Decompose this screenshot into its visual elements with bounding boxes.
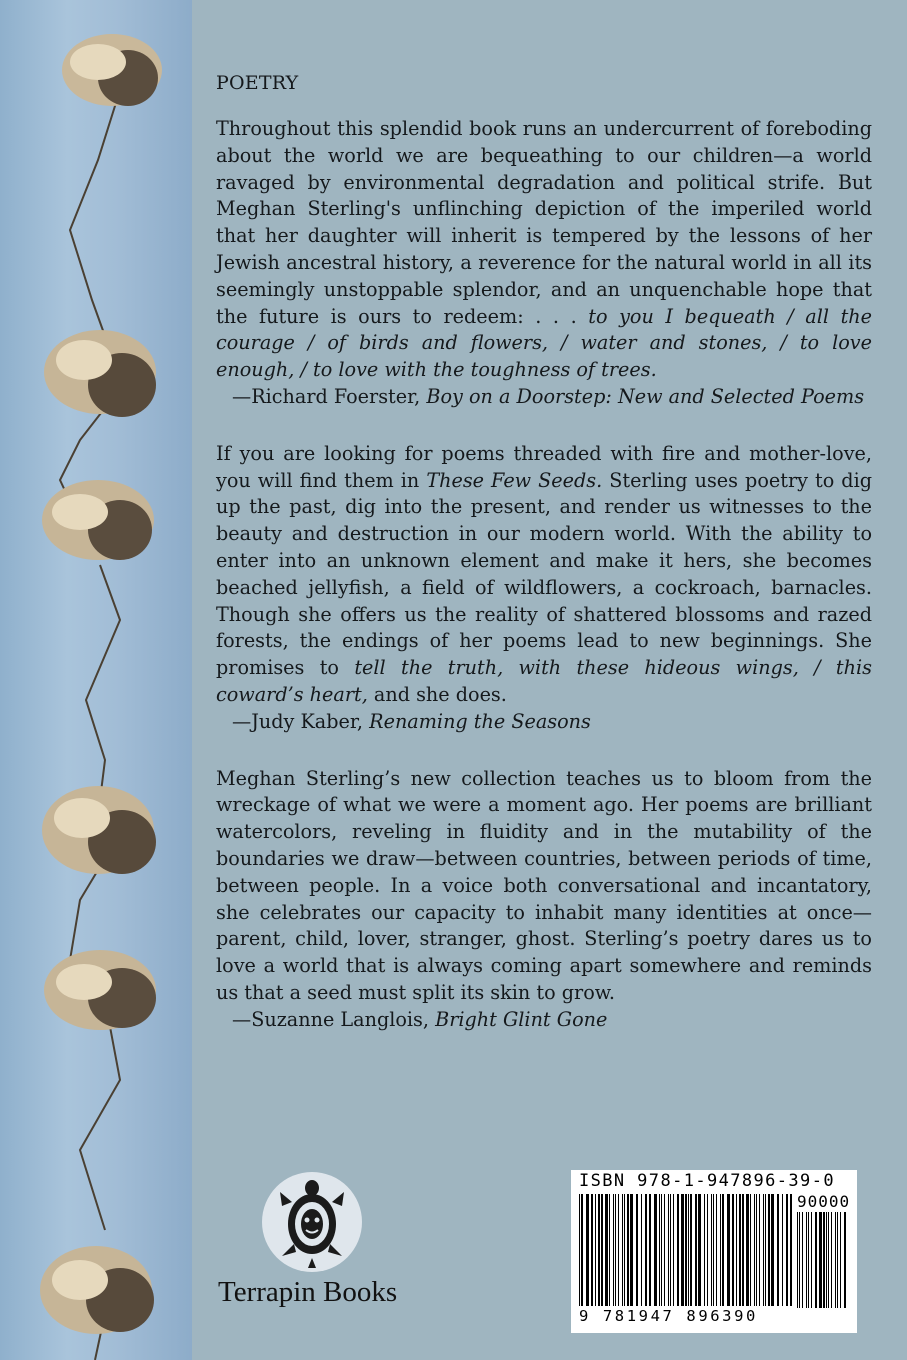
barcode-bar	[835, 1212, 836, 1308]
barcode-bar	[659, 1194, 660, 1306]
publisher-logo	[262, 1172, 362, 1272]
barcode-bar	[615, 1194, 616, 1306]
barcode-bar	[618, 1194, 619, 1306]
barcode-bar	[799, 1212, 800, 1308]
barcode-bar	[720, 1194, 721, 1306]
barcode-bar	[823, 1212, 825, 1308]
barcode-bar	[828, 1212, 829, 1308]
barcode-bar	[595, 1194, 596, 1306]
barcode-bar	[690, 1194, 692, 1306]
barcode-bar	[844, 1212, 846, 1308]
barcode-bar	[685, 1194, 687, 1306]
barcode-bar	[579, 1194, 580, 1306]
category-label: POETRY	[216, 72, 299, 94]
barcode-bar	[765, 1194, 766, 1306]
barcode-bar	[586, 1194, 589, 1306]
barcode-bar	[601, 1194, 603, 1306]
barcode-bar	[622, 1194, 623, 1306]
barcode-bar	[664, 1194, 665, 1306]
barcode-bar	[649, 1194, 651, 1306]
ean-digits: 9 781947 896390	[579, 1307, 758, 1325]
barcode-bar	[713, 1194, 714, 1306]
barcode-bar	[826, 1212, 827, 1308]
barcode-bar	[670, 1194, 671, 1306]
barcode-bar	[711, 1194, 712, 1306]
barcode-bar	[742, 1194, 744, 1306]
blurb-foerster: Throughout this splendid book runs an undercurrent of foreboding about the world we are bequeathing to our children—a world ravaged by environmental degradation and political strife. But Meghan Sterling's unflinching depiction of the imperiled world that her daughter will inherit is tempered by the lessons of her Jewish ancestral history, a reverence for the natural world in all its seemingly unstoppable splendor, and an unquenchable hope that the future is ours to redeem: . . . to you I bequeath / all the courage / of birds and flowers, / water and stones, / to love enough, / to love with the toughness of trees.	[216, 117, 872, 382]
barcode-bar	[668, 1194, 669, 1306]
barcode-bar	[797, 1212, 798, 1308]
back-cover-text	[216, 72, 872, 1064]
decorative-seed-strip	[0, 0, 192, 1360]
barcode-bar	[750, 1194, 751, 1306]
barcode-bar	[630, 1194, 633, 1306]
barcode-bar	[636, 1194, 638, 1306]
barcode-bar	[591, 1194, 593, 1306]
barcode-bar	[704, 1194, 705, 1306]
barcode-bar	[840, 1212, 841, 1308]
barcode-bar	[698, 1194, 701, 1306]
barcode-bar	[661, 1194, 662, 1306]
barcode-bar	[641, 1194, 642, 1306]
barcode-bar	[808, 1212, 809, 1308]
barcode-bar	[654, 1194, 657, 1306]
barcode-bar	[605, 1194, 608, 1306]
seed-pods-illustration	[0, 0, 192, 1360]
barcode-bar	[688, 1194, 689, 1306]
barcode-bar	[677, 1194, 679, 1306]
isbn-barcode	[571, 1170, 857, 1333]
barcode-bar	[831, 1212, 832, 1308]
barcode-bar	[768, 1194, 770, 1306]
barcode-bar	[707, 1194, 708, 1306]
barcode-bar	[763, 1194, 764, 1306]
barcode-bar	[716, 1194, 717, 1306]
barcode-bar	[819, 1212, 822, 1308]
barcode-bar	[695, 1194, 697, 1306]
barcode-bar	[790, 1194, 792, 1306]
barcode-bar	[739, 1194, 741, 1306]
blurb-langlois: Meghan Sterling’s new collection teaches us to bloom from the wreckage of what we were a moment ago. Her poems are brilliant watercolors, reveling in fluidity and in the mutability of the boundaries we draw—between countries, between periods of time, between people. In a voice both conversational and incantatory, she celebrates our capacity to inhabit many identities at once—parent, child, lover, stranger, ghost. Sterling’s poetry dares us to love a world that is always coming apart somewhere and reminds us that a seed must split its skin to grow.	[216, 766, 872, 1004]
blurb-kaber: If you are looking for poems threaded with fire and mother-love, you will find them in These Few Seeds. Sterling uses poetry to dig up the past, dig into the present, and render us witnesses to the beauty and destruction in our modern world. With the ability to enter into an unknown element and make it hers, she becomes beached jellyfish, a field of wildflowers, a cockroach, barnacles. Though she offers us the reality of shattered blossoms and razed forests, the endings of her poems lead to new beginnings. She promises to tell the truth, with these hideous wings, / this coward’s heart, and she does.	[216, 441, 872, 706]
price-code: 90000	[797, 1192, 851, 1211]
barcode-bar	[782, 1194, 783, 1306]
publisher-block	[218, 1172, 428, 1322]
barcode-bar	[624, 1194, 625, 1306]
barcode-bar	[613, 1194, 614, 1306]
price-barcode-bars	[795, 1212, 853, 1308]
publisher-name: Terrapin Books	[218, 1276, 398, 1308]
barcode-bar	[681, 1194, 684, 1306]
barcode-bar	[756, 1194, 757, 1306]
barcode-bar	[777, 1194, 779, 1306]
barcode-bar	[598, 1194, 600, 1306]
blurb-attribution: —Judy Kaber, Renaming the Seasons	[232, 709, 591, 733]
barcode-bar	[754, 1194, 755, 1306]
barcode-bar	[722, 1194, 724, 1306]
barcode-bar	[627, 1194, 629, 1306]
barcode-bar	[771, 1194, 774, 1306]
barcode-bar	[746, 1194, 749, 1306]
barcode-bar	[645, 1194, 647, 1306]
barcode-bar	[736, 1194, 737, 1306]
barcode-bar	[802, 1212, 803, 1308]
isbn-text: ISBN 978-1-947896-39-0	[579, 1171, 835, 1191]
ean-barcode-bars	[577, 1194, 797, 1306]
barcode-bar	[806, 1212, 807, 1308]
barcode-bar	[732, 1194, 734, 1306]
turtle-icon	[262, 1172, 362, 1272]
barcode-bar	[786, 1194, 788, 1306]
barcode-bar	[811, 1212, 812, 1308]
blurb-attribution: —Richard Foerster, Boy on a Doorstep: New and Selected Poems	[232, 384, 865, 408]
barcode-bar	[759, 1194, 760, 1306]
barcode-bar	[727, 1194, 730, 1306]
barcode-bar	[581, 1194, 583, 1306]
barcode-bar	[673, 1194, 674, 1306]
barcode-bar	[815, 1212, 817, 1308]
blurb-attribution: —Suzanne Langlois, Bright Glint Gone	[232, 1007, 608, 1031]
barcode-bar	[609, 1194, 610, 1306]
barcode-bar	[837, 1212, 838, 1308]
